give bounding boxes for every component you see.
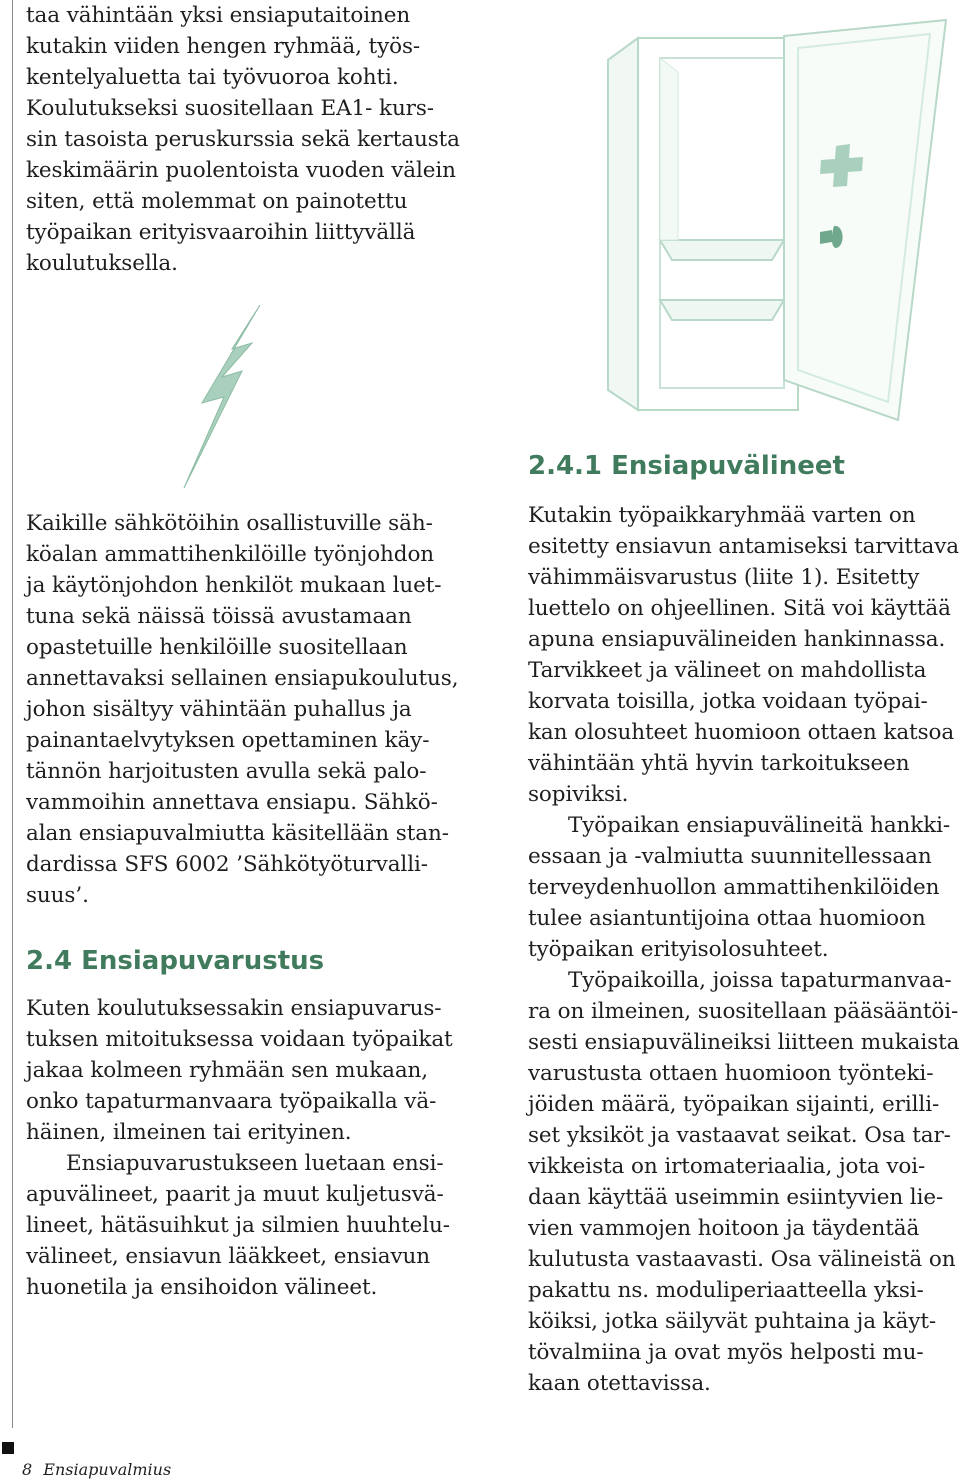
text-line: vikkeista on irtomateriaalia, jota voi- <box>528 1154 926 1179</box>
text-line: Kutakin työpaikkaryhmää varten on <box>528 503 916 528</box>
text-line: kentelyaluetta tai työvuoroa kohti. <box>26 65 399 90</box>
section-2-4-1-paragraph-3 <box>528 965 959 1399</box>
lightning-bolt-icon <box>180 305 270 490</box>
section-2-4-paragraph-1 <box>26 993 453 1148</box>
text-line: koulutuksella. <box>26 251 178 276</box>
text-line: onko tapaturmanvaara työpaikalla vä- <box>26 1089 437 1114</box>
text-line: varustusta ottaen huomioon työnteki- <box>528 1061 934 1086</box>
text-line: häinen, ilmeinen tai erityinen. <box>26 1120 352 1145</box>
intro-paragraph <box>26 0 460 279</box>
section-2-4-paragraph-2 <box>26 1148 450 1303</box>
text-line: kaan otettavissa. <box>528 1371 711 1396</box>
section-2-4-1-paragraph-1 <box>528 500 959 810</box>
text-line: vien vammojen hoitoon ja täydentää <box>528 1216 920 1241</box>
footer-label: Ensiapuvalmius <box>43 1460 172 1479</box>
section-heading-2-4: 2.4 Ensiapuvarustus <box>26 946 325 976</box>
text-line: tuna sekä näissä töissä avustamaan <box>26 604 412 629</box>
text-line: sesti ensiapuvälineiksi liitteen mukaista <box>528 1030 960 1055</box>
text-line: ja käytönjohdon henkilöt mukaan luet- <box>26 573 442 598</box>
text-line: tuksen mitoituksessa voidaan työpaikat <box>26 1027 453 1052</box>
text-line: kutakin viiden hengen ryhmää, työs- <box>26 34 421 59</box>
text-line: Tarvikkeet ja välineet on mahdollista <box>528 658 927 683</box>
text-line: korvata toisilla, jotka voidaan työpai- <box>528 689 928 714</box>
text-line: välineet, ensiavun lääkkeet, ensiavun <box>26 1244 431 1269</box>
text-line: opastetuille henkilöille suositellaan <box>26 635 408 660</box>
text-line: taa vähintään yksi ensiaputaitoinen <box>26 3 411 28</box>
text-line: tövalmiina ja ovat myös helposti mu- <box>528 1340 924 1365</box>
section-heading-2-4-1: 2.4.1 Ensiapuvälineet <box>528 451 845 481</box>
text-line: kan olosuhteet huomioon ottaen katsoa <box>528 720 955 745</box>
text-line: apuna ensiapuvälineiden hankinnassa. <box>528 627 946 652</box>
text-line: alan ensiapuvalmiutta käsitellään stan- <box>26 821 449 846</box>
text-line: daan käyttää useimmin esiintyvien lie- <box>528 1185 944 1210</box>
text-line: Kuten koulutuksessakin ensiapuvarus- <box>26 996 442 1021</box>
text-line: ra on ilmeinen, suositellaan pääsääntöi- <box>528 999 959 1024</box>
text-line: Kaikille sähkötöihin osallistuville säh- <box>26 511 433 536</box>
page-number: 8 <box>22 1460 33 1479</box>
text-line: vammoihin annettava ensiapu. Sähkö- <box>26 790 438 815</box>
electrical-paragraph <box>26 508 458 911</box>
text-line: työpaikan erityisvaaroihin liittyvällä <box>26 220 416 245</box>
text-line: johon sisältyy vähintään puhallus ja <box>26 697 412 722</box>
text-line: set yksiköt ja vastaavat seikat. Osa tar- <box>528 1123 951 1148</box>
text-line: köalan ammattihenkilöille työnjohdon <box>26 542 435 567</box>
text-line: essaan ja -valmiutta suunnitellessaan <box>528 844 932 869</box>
text-line: tännön harjoitusten avulla sekä palo- <box>26 759 427 784</box>
text-line: vähintään yhtä hyvin tarkoitukseen <box>528 751 910 776</box>
text-line: Työpaikan ensiapuvälineitä hankki- <box>568 813 951 838</box>
text-line: jöiden määrä, työpaikan sijainti, erilli- <box>528 1092 940 1117</box>
footer-square-marker <box>2 1442 14 1454</box>
text-line: suus’. <box>26 883 89 908</box>
text-line: Koulutukseksi suositellaan EA1- kurs- <box>26 96 434 121</box>
page-footer <box>22 1460 171 1480</box>
text-line: pakattu ns. moduliperiaatteella yksi- <box>528 1278 924 1303</box>
text-line: työpaikan erityisolosuhteet. <box>528 937 829 962</box>
text-line: apuvälineet, paarit ja muut kuljetusvä- <box>26 1182 444 1207</box>
text-line: annettavaksi sellainen ensiapukoulutus, <box>26 666 459 691</box>
text-line: esitetty ensiavun antamiseksi tarvittava <box>528 534 959 559</box>
section-2-4-1-paragraph-2 <box>528 810 950 965</box>
text-line: luettelo on ohjeellinen. Sitä voi käyttää <box>528 596 951 621</box>
text-line: köiksi, jotka säilyvät puhtaina ja käyt- <box>528 1309 937 1334</box>
text-line: dardissa SFS 6002 ’Sähkötyöturvalli- <box>26 852 428 877</box>
text-line: huonetila ja ensihoidon välineet. <box>26 1275 378 1300</box>
text-line: keskimäärin puolentoista vuoden välein <box>26 158 456 183</box>
text-line: lineet, hätäsuihkut ja silmien huuhtelu- <box>26 1213 450 1238</box>
text-line: siten, että molemmat on painotettu <box>26 189 408 214</box>
text-line: vähimmäisvarustus (liite 1). Esitetty <box>528 565 920 590</box>
text-line: kulutusta vastaavasti. Osa välineistä on <box>528 1247 956 1272</box>
first-aid-cabinet-icon <box>598 20 958 420</box>
text-line: terveydenhuollon ammattihenkilöiden <box>528 875 940 900</box>
text-line: Työpaikoilla, joissa tapaturmanvaa- <box>568 968 952 993</box>
text-line: painantaelvytyksen opettaminen käy- <box>26 728 430 753</box>
text-line: jakaa kolmeen ryhmään sen mukaan, <box>26 1058 429 1083</box>
text-line: sin tasoista peruskurssia sekä kertausta <box>26 127 460 152</box>
left-margin-rule <box>12 0 13 1428</box>
text-line: tulee asiantuntijoina ottaa huomioon <box>528 906 926 931</box>
text-line: sopiviksi. <box>528 782 629 807</box>
text-line: Ensiapuvarustukseen luetaan ensi- <box>66 1151 444 1176</box>
